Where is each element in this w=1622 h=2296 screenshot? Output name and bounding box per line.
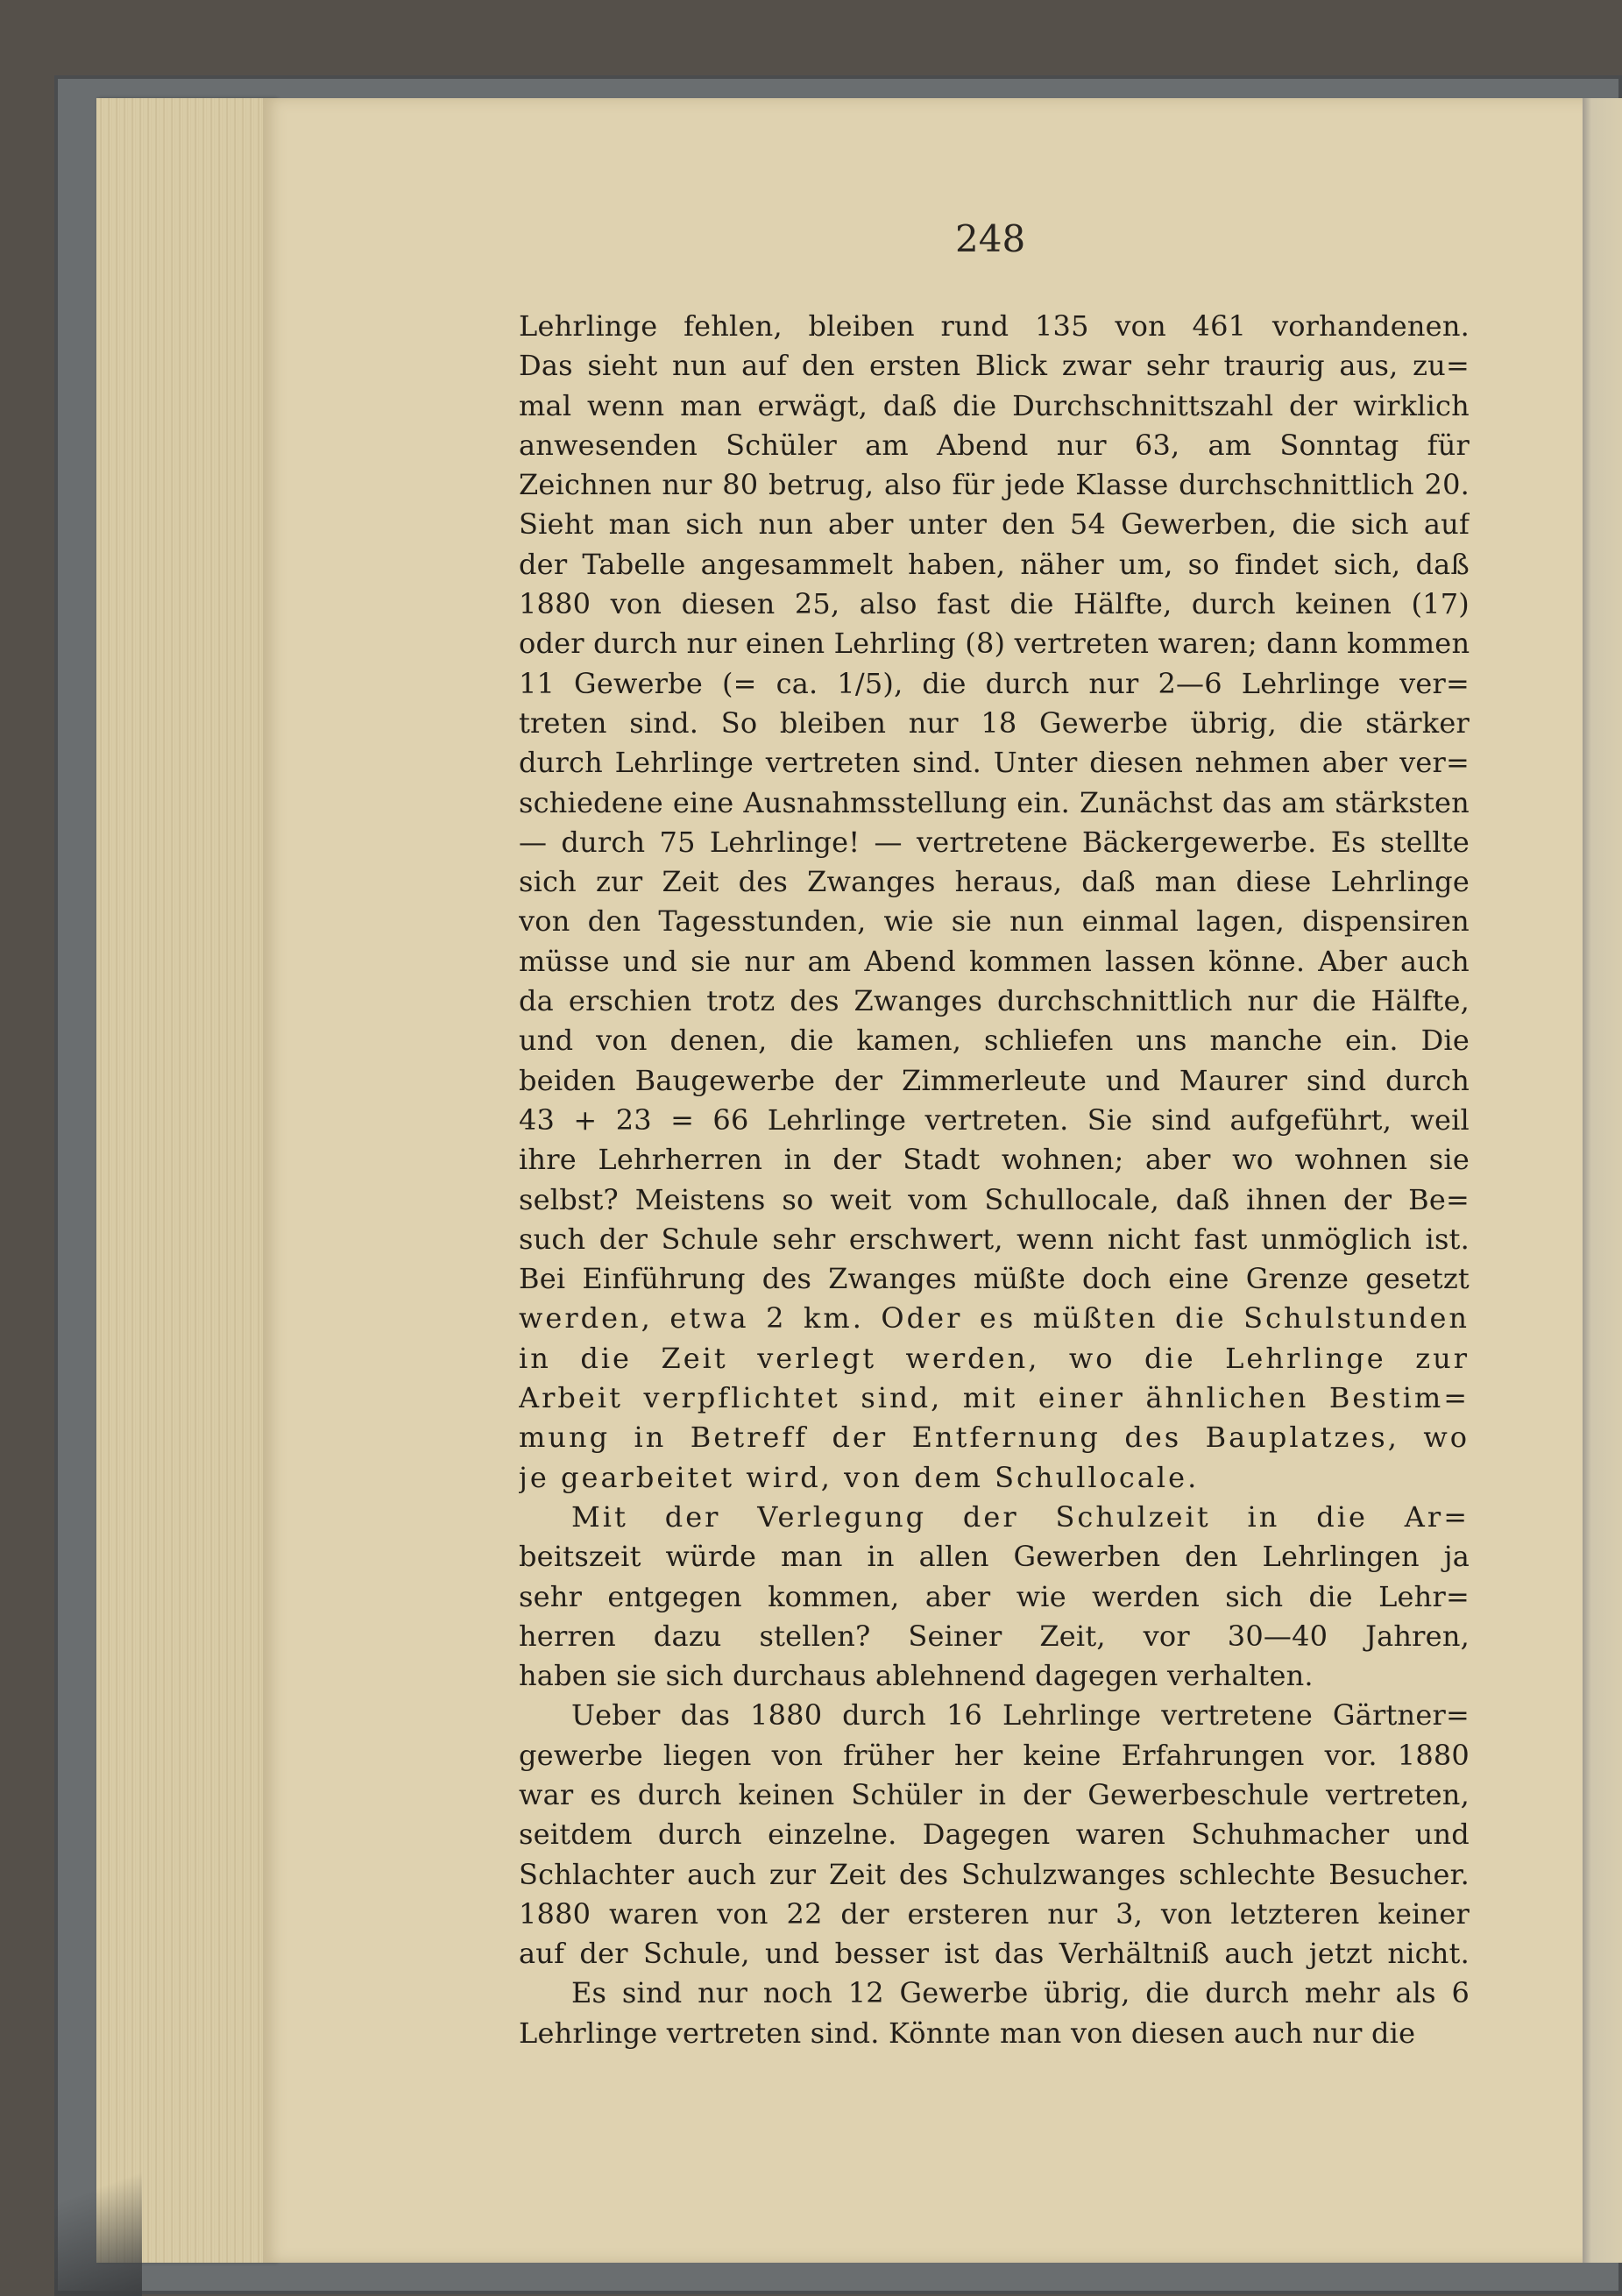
text-line: Mit der Verlegung der Schulzeit in die Ar= <box>571 1499 1470 1534</box>
text-line: Schlachter auch zur Zeit des Schulzwanges schlechte Besucher. <box>519 1857 1470 1891</box>
body-text <box>519 307 1470 2053</box>
text-line: 1880 waren von 22 der ersteren nur 3, von letzteren keiner <box>519 1896 1470 1931</box>
text-line: 1880 von diesen 25, also fast die Hälfte, durch keinen (17) <box>519 587 1470 621</box>
text-line: mung in Betreff der Entfernung des Bauplatzes, wo <box>519 1421 1470 1455</box>
text-line: in die Zeit verlegt werden, wo die Lehrlinge zur <box>519 1341 1470 1375</box>
text-line: auf der Schule, und besser ist das Verhältniß auch jetzt nicht. <box>519 1937 1470 1971</box>
text-line: Bei Einführung des Zwanges müßte doch eine Grenze gesetzt <box>519 1262 1470 1296</box>
text-line: Es sind nur noch 12 Gewerbe übrig, die durch mehr als 6 <box>571 1976 1470 2010</box>
text-line: und von denen, die kamen, schliefen uns manche ein. Die <box>519 1024 1470 1058</box>
text-line: Das sieht nun auf den ersten Blick zwar sehr traurig aus, zu= <box>519 349 1470 383</box>
text-line: Lehrlinge vertreten sind. Könnte man von diesen auch nur die <box>519 2016 1416 2050</box>
text-line: durch Lehrlinge vertreten sind. Unter diesen nehmen aber ver= <box>519 746 1470 780</box>
text-line: seitdem durch einzelne. Dagegen waren Schuhmacher und <box>519 1818 1470 1852</box>
text-line: Zeichnen nur 80 betrug, also für jede Klasse durchschnittlich 20. <box>519 468 1470 502</box>
text-line: such der Schule sehr erschwert, wenn nicht fast unmöglich ist. <box>519 1222 1470 1256</box>
text-line: sehr entgegen kommen, aber wie werden sich die Lehr= <box>519 1579 1470 1613</box>
text-line: Ueber das 1880 durch 16 Lehrlinge vertretene Gärtner= <box>571 1698 1470 1733</box>
text-line: werden, etwa 2 km. Oder es müßten die Schulstunden <box>519 1301 1470 1336</box>
text-line: 11 Gewerbe (= ca. 1/5), die durch nur 2—6 Lehrlinge ver= <box>519 666 1470 700</box>
text-line: herren dazu stellen? Seiner Zeit, vor 30—40 Jahren, <box>519 1619 1470 1653</box>
text-line: anwesenden Schüler am Abend nur 63, am Sonntag für <box>519 428 1470 462</box>
facing-page-edge <box>1583 98 1622 2263</box>
text-line: je gearbeitet wird, von dem Schullocale. <box>519 1460 1200 1494</box>
text-line: selbst? Meistens so weit vom Schullocale, daß ihnen der Be= <box>519 1182 1470 1216</box>
text-line: von den Tagesstunden, wie sie nun einmal lagen, dispensiren <box>519 904 1470 939</box>
text-line: müsse und sie nur am Abend kommen lassen könne. Aber auch <box>519 944 1470 978</box>
page-number: 248 <box>955 217 1026 260</box>
text-line: 43 + 23 = 66 Lehrlinge vertreten. Sie sind aufgeführt, weil <box>519 1102 1470 1137</box>
text-line: Lehrlinge fehlen, bleiben rund 135 von 461 vorhandenen. <box>519 309 1470 343</box>
text-line: beitszeit würde man in allen Gewerben den Lehrlingen ja <box>519 1540 1470 1574</box>
text-line: ihre Lehrherren in der Stadt wohnen; aber wo wohnen sie <box>519 1143 1470 1177</box>
text-line: haben sie sich durchaus ablehnend dagegen verhalten. <box>519 1659 1314 1693</box>
text-line: war es durch keinen Schüler in der Gewerbeschule vertreten, <box>519 1777 1470 1811</box>
text-line: gewerbe liegen von früher her keine Erfahrungen vor. 1880 <box>519 1738 1470 1772</box>
page-edges <box>96 98 276 2263</box>
text-line: sich zur Zeit des Zwanges heraus, daß man diese Lehrlinge <box>519 865 1470 899</box>
text-line: oder durch nur einen Lehrling (8) vertreten waren; dann kommen <box>519 627 1470 661</box>
text-line: mal wenn man erwägt, daß die Durchschnittszahl der wirklich <box>519 388 1470 422</box>
text-line: Arbeit verpflichtet sind, mit einer ähnlichen Bestim= <box>519 1381 1470 1415</box>
text-line: beiden Baugewerbe der Zimmerleute und Maurer sind durch <box>519 1063 1470 1097</box>
text-line: treten sind. So bleiben nur 18 Gewerbe übrig, die stärker <box>519 705 1470 740</box>
text-line: schiedene eine Ausnahmsstellung ein. Zunächst das am stärksten <box>519 785 1470 819</box>
text-line: der Tabelle angesammelt haben, näher um, so findet sich, daß <box>519 547 1470 581</box>
cover-corner <box>54 2121 142 2296</box>
text-line: da erschien trotz des Zwanges durchschnittlich nur die Hälfte, <box>519 984 1470 1018</box>
text-line: — durch 75 Lehrlinge! — vertretene Bäckergewerbe. Es stellte <box>519 825 1470 859</box>
text-line: Sieht man sich nun aber unter den 54 Gewerben, die sich auf <box>519 507 1470 542</box>
